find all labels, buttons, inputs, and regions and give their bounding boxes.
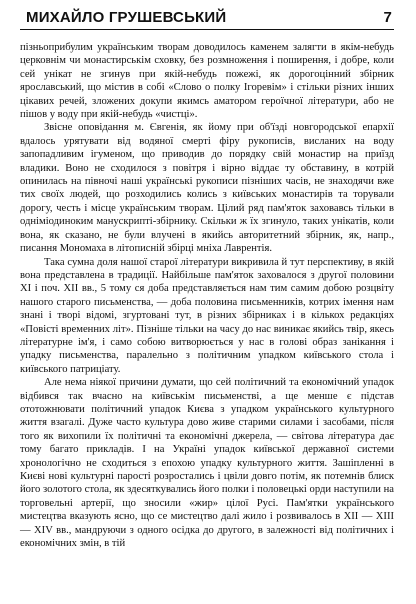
page-number: 7 — [383, 9, 392, 26]
author-name: МИХАЙЛО ГРУШЕВСЬКИЙ — [26, 9, 227, 26]
page-body — [20, 41, 394, 550]
paragraph: Звісне оповідання м. Євгенія, як йому при об'їзді новгородської епархії вдалось урятувати від водяної смерті фіру рукописів, висланих на воду запопадливим ігуменом, що приводив до порядку свій монастир на приїзд владики. Воно не сходилося з повітря і вірно віддає ту обставину, в котрій опинилась на півночі наші українські рукописи пізніших часів, не знаходячи вже тих своїх людей, що розходились колись з київських монастирів та торували дорогу, честь і місце українським творам. Цілий ряд пам'яток заховавсь тільки в одніміодиноким манускрипті-збірнику. Скільки ж їх згинуло, таких унікатів, коли вона, як сказано, не були влучені в якийсь авторитетний збірник, як, напр., писання Мономаха в літописній збірці мніха Лаврентія. — [20, 122, 394, 255]
running-header — [20, 6, 394, 30]
paragraph: пізньоприбулим українським творам доводилось каменем залягти в якім-небудь церковнім чи монастирськім сховку, без розмноження і поширення, і добре, коли сей унікат не згинув при якій-небудь пожежі, як дорогоцінний збірник ярославський, що містив в собі «Слово о полку Ігоревім» і стільки різних інших цікавих речей, зложених докупи якимсь аматором героїчної літератури, або не пішов у воду при якій-небудь «чистці». — [20, 42, 394, 121]
paragraph: Така сумна доля нашої старої літератури викривила й тут перспективу, в якій вона представлена в традиції. Найбільше пам'яток заховалося з другої половини XI і поч. XII вв., 5 тому ся доба представляється нам тим самим добою розцвіту нашого старого письменства, — доба половина письменників, котрих імення нам знані і творі відомі, згуртовані тут, в різних збірниках і в кількох редакціях «Повісті временних літ». Пізніше тільки на часу до нас виникає якийсь твір, якесь літературне ім'я, і само собою витворюється у нас в голові образ занікання і упадку письменства, паралельно з політичним упадком київського стола і київського патриціату. — [20, 256, 394, 375]
paragraph: Але нема ніякої причини думати, що сей політичний та економічний упадок відбився так вчасно на київськім письменстві, а ще менше є підстав ототожнювати політичний упадок Києва з упадком українського культурного життя взагалі. Дуже часто культура дово живе старими силами і засобами, після того як вихопили їх політичні та економічні джерела, — світова література дає тому багато прикладів. І на Україні упадок київської державної системи хронологічно не сходиться з епохою упадку культурного життя. Зашіпленні в Києві нові культурні паростi розростались і цвіли довго потім, як потемнів блиск його золотого стола, як здесяткувались його полки і половецькі орди наступили на торговельні артерії, що зносили «жир» цілої Русі. Пам'ятки українського мистецтва вказують ясно, що се мистецтво далі жило і розвивалось в XII — XIII — XIV вв., мандруючи з одного осідка до другого, в залежності від політичних і економічних змін, в тій — [20, 377, 394, 550]
